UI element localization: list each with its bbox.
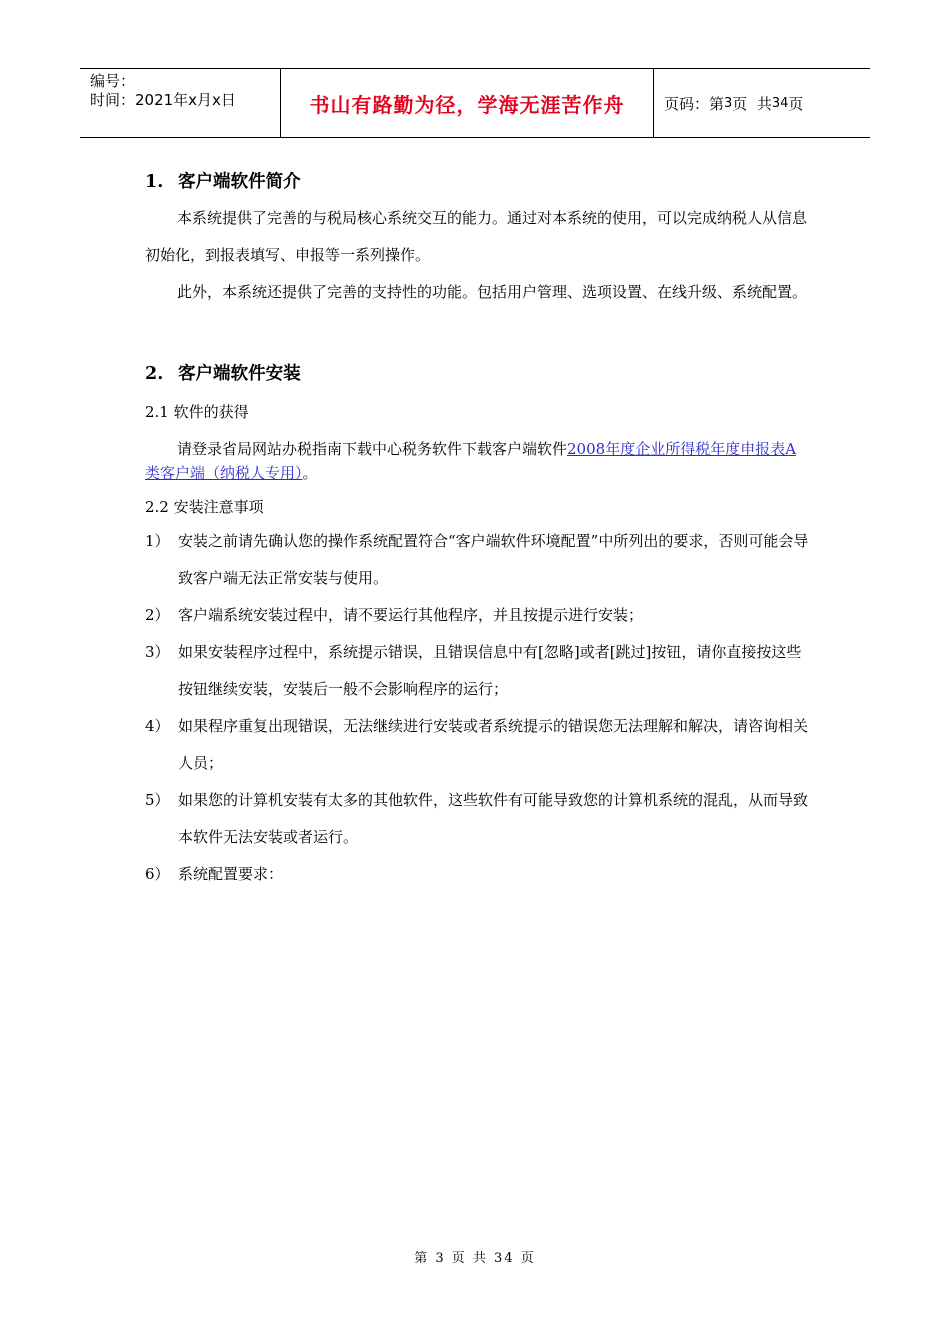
download-text: 请登录省局网站办税指南下载中心税务软件下载客户端软件 [177, 440, 568, 458]
section-number: 1. [145, 172, 164, 192]
list-item [145, 782, 810, 856]
list-item-text: 安装之前请先确认您的操作系统配置符合“客户端软件环境配置”中所列出的要求，否则可能会导致客户端无法正常安装与使用。 [178, 532, 809, 587]
header-meta [80, 69, 281, 137]
list-item-number: 4） [145, 717, 170, 735]
section-heading [145, 168, 810, 196]
intro-paragraph: 此外，本系统还提供了完善的支持性的功能。包括用户管理、选项设置、在线升级、系统配置。 [177, 283, 808, 301]
list-item [145, 523, 810, 597]
list-item [145, 634, 810, 708]
download-link[interactable]: 2008年度企业所得税年度申报表A类客户端（纳税人专用） [145, 440, 797, 482]
list-item-text: 如果程序重复出现错误，无法继续进行安装或者系统提示的错误您无法理解和解决，请咨询相关人员； [178, 717, 809, 772]
subsection-heading: 2.1 软件的获得 [145, 403, 249, 421]
page-total: 34 [771, 95, 789, 111]
page-mid: 页 共 [732, 94, 772, 113]
list-item [145, 856, 810, 893]
list-item-number: 6） [145, 865, 170, 883]
list-item-number: 2） [145, 606, 170, 624]
section-number: 2. [145, 364, 164, 384]
document-body [145, 168, 810, 893]
page-current: 3 [724, 95, 733, 111]
list-item [145, 708, 810, 782]
intro-paragraph: 本系统提供了完善的与税局核心系统交互的能力。通过对本系统的使用，可以完成纳税人从信息初始化，到报表填写、申报等一系列操作。 [145, 209, 808, 264]
list-item-text: 系统配置要求： [178, 865, 284, 883]
subsection-heading: 2.2 安装注意事项 [145, 498, 264, 516]
document-number: 编号： [90, 72, 136, 90]
document-date: 时间：2021年x月x日 [90, 91, 236, 109]
page-header [80, 68, 870, 138]
list-item-text: 如果您的计算机安装有太多的其他软件，这些软件有可能导致您的计算机系统的混乱，从而导致本软件无法安装或者运行。 [178, 791, 809, 846]
section-title: 客户端软件安装 [178, 364, 301, 384]
download-paragraph [145, 437, 810, 485]
section-title: 客户端软件简介 [178, 172, 301, 192]
section-heading [145, 360, 810, 388]
list-item-text: 客户端系统安装过程中，请不要运行其他程序，并且按提示进行安装； [178, 606, 644, 624]
header-motto: 书山有路勤为径，学海无涯苦作舟 [281, 69, 654, 137]
list-item-number: 3） [145, 643, 170, 661]
list-item-text: 如果安装程序过程中，系统提示错误，且错误信息中有[忽略]或者[跳过]按钮，请你直接按这些按钮继续安装，安装后一般不会影响程序的运行； [178, 643, 802, 698]
download-end: 。 [302, 464, 318, 482]
list-item [145, 597, 810, 634]
list-item-number: 1） [145, 532, 170, 550]
page-suffix: 页 [788, 94, 804, 113]
page-prefix: 页码：第 [664, 94, 725, 113]
install-notes-list [145, 523, 810, 893]
list-item-number: 5） [145, 791, 170, 809]
page-footer: 第 3 页 共 34 页 [414, 1251, 536, 1266]
header-page-info [654, 69, 870, 137]
